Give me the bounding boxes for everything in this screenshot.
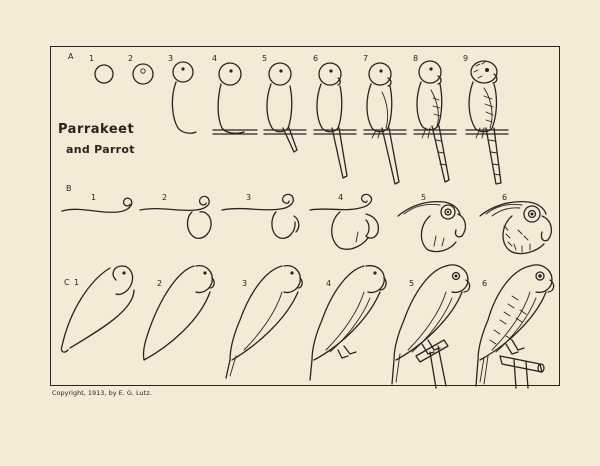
row-c-step-3-wing xyxy=(226,266,302,378)
row-b-step-4-face xyxy=(310,194,378,249)
row-b-step-4: 4 xyxy=(338,193,344,202)
row-a-step-3-head-back xyxy=(172,62,196,133)
plate-subtitle: and Parrot xyxy=(66,143,135,156)
row-b-step-1: 1 xyxy=(91,193,97,202)
row-c-step-4-feet xyxy=(310,266,386,380)
row-a-step-6: 6 xyxy=(313,54,319,63)
row-b-step-6-finished-head xyxy=(480,202,551,254)
row-b-step-5-crest xyxy=(398,202,465,252)
row-a-step-1-circle xyxy=(95,65,113,83)
row-a-step-7-wing xyxy=(364,63,406,184)
copyright-notice: Copyright, 1913, by E. G. Lutz. xyxy=(52,389,152,397)
row-a-step-1: 1 xyxy=(89,54,95,63)
row-c-step-6-finished-parrot xyxy=(476,265,554,388)
row-c-step-1: 1 xyxy=(74,278,80,287)
row-b-step-3-beak xyxy=(222,194,299,238)
row-a-step-3: 3 xyxy=(168,54,174,63)
row-b-step-5: 5 xyxy=(421,193,427,202)
row-c-step-1-outline xyxy=(61,266,134,352)
row-c-step-2-body xyxy=(143,266,214,360)
row-b-step-6: 6 xyxy=(502,193,508,202)
row-label-a: A xyxy=(68,52,74,61)
row-a-step-6-tail xyxy=(314,63,356,178)
row-c-step-6: 6 xyxy=(482,279,488,288)
row-b-step-2-head xyxy=(140,196,211,238)
row-c-step-4: 4 xyxy=(326,279,332,288)
row-b-step-3: 3 xyxy=(246,193,252,202)
row-a-step-9: 9 xyxy=(463,54,469,63)
row-a-step-2: 2 xyxy=(128,54,134,63)
row-a-step-4: 4 xyxy=(212,54,218,63)
row-a-step-5-body xyxy=(264,63,306,152)
row-b-step-1-curl xyxy=(62,198,132,212)
row-a-step-8: 8 xyxy=(413,54,419,63)
row-a-step-8-feathers xyxy=(414,61,456,182)
row-c-step-3: 3 xyxy=(242,279,248,288)
row-a-step-7: 7 xyxy=(363,54,369,63)
plate-title: Parrakeet xyxy=(58,122,135,137)
row-c-step-5-perch xyxy=(392,265,470,388)
row-a-step-5: 5 xyxy=(262,54,268,63)
row-label-c: C xyxy=(64,278,70,287)
row-a-step-4-perch xyxy=(213,63,257,134)
row-c-step-2: 2 xyxy=(157,279,163,288)
row-a-step-9-finished-parrakeet xyxy=(466,61,508,184)
row-label-b: B xyxy=(66,184,72,193)
row-c-step-5: 5 xyxy=(409,279,415,288)
row-b-step-2: 2 xyxy=(162,193,168,202)
row-a-step-2-head xyxy=(133,64,153,84)
